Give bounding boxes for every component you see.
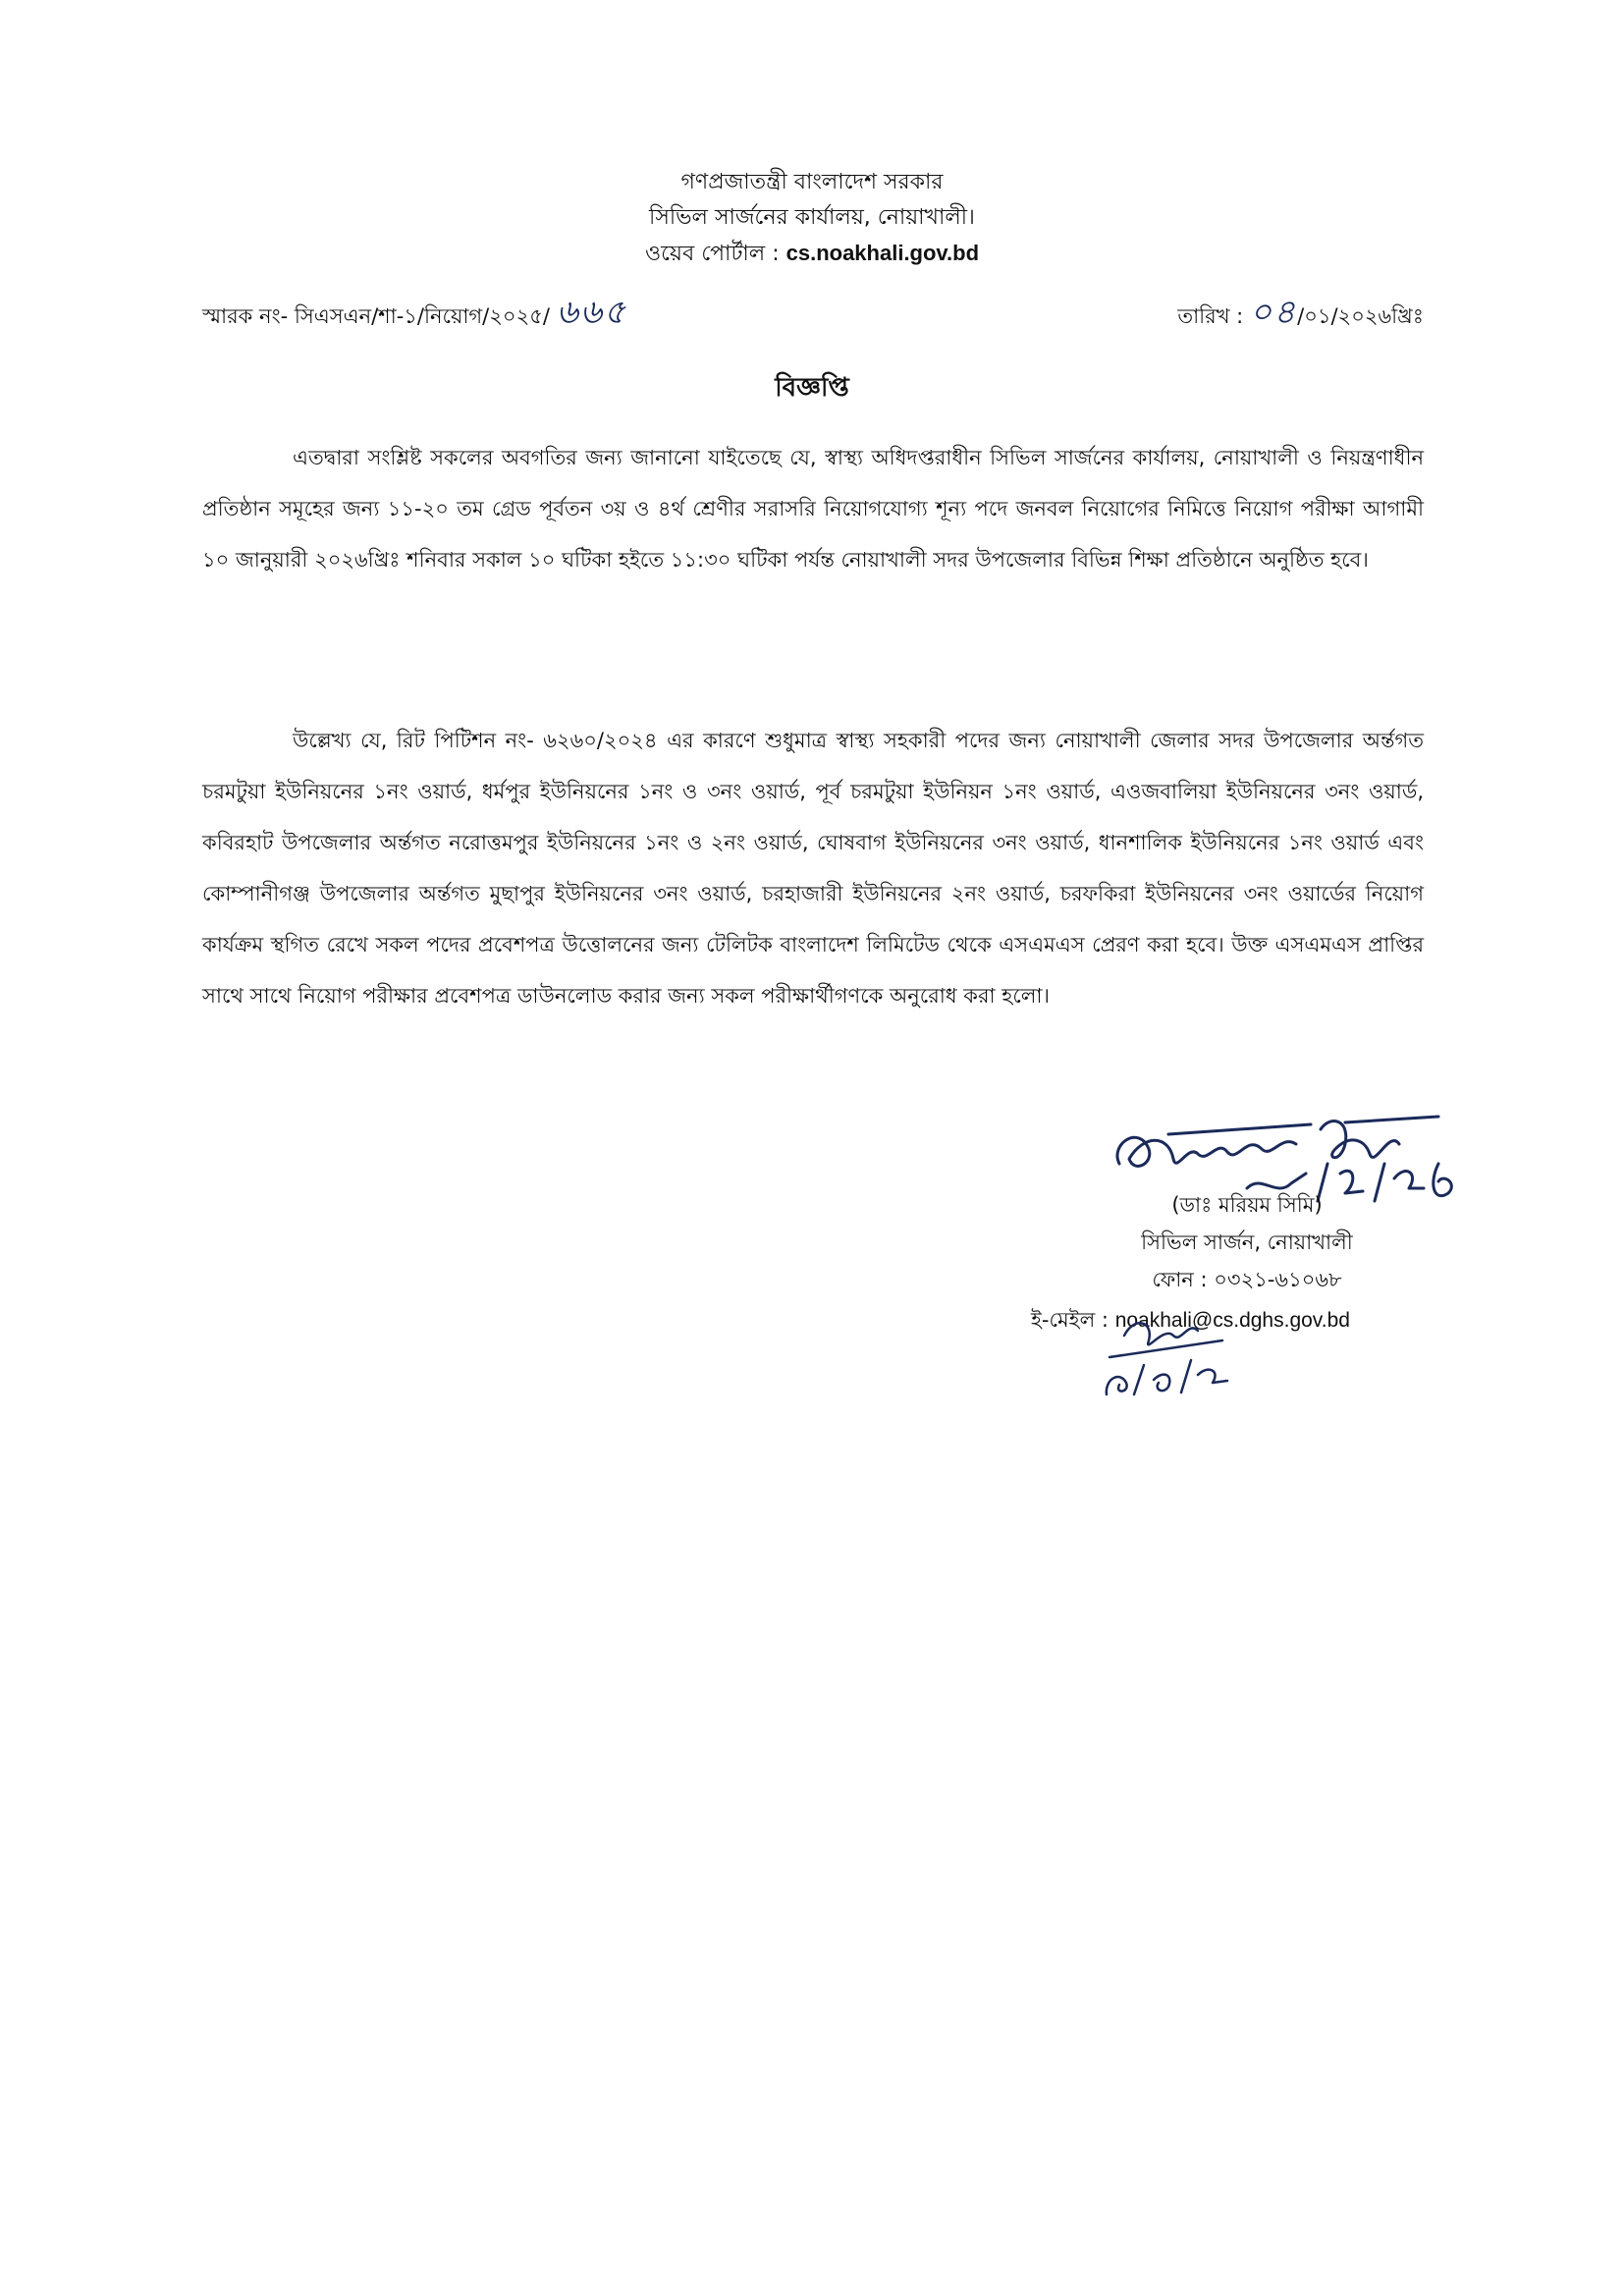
web-portal-line	[0, 236, 1624, 272]
notice-title: বিজ্ঞপ্তি	[775, 373, 849, 403]
signatory-phone: ফোন : ০৩২১-৬১০৬৮	[1152, 1268, 1342, 1291]
web-portal-url: cs.noakhali.gov.bd	[785, 241, 980, 265]
signatory-block	[1041, 1186, 1453, 1298]
memo-date-label: তারিখ :	[1177, 304, 1244, 328]
signatory-name: (ডাঃ মরিয়ম সিমি)	[1171, 1193, 1323, 1217]
handwritten-initials-date	[1095, 1296, 1242, 1404]
memo-date-rest: /০১/২০২৬খ্রিঃ	[1297, 304, 1424, 328]
email-address: noakhali@cs.dghs.gov.bd	[1114, 1309, 1350, 1332]
notice-paragraph-1: এতদ্বারা সংশ্লিষ্ট সকলের অবগতির জন্য জানানো যাইতেছে যে, স্বাস্থ্য অধিদপ্তরাধীন সিভিল সার্জনের কার্যালয়, নোয়াখালী ও নিয়ন্ত্রণাধীন প্রতিষ্ঠান সমূহের জন্য ১১-২০ তম গ্রেড পূর্বতন ৩য় ও ৪র্থ শ্রেণীর সরাসরি নিয়োগযোগ্য শূন্য পদে জনবল নিয়োগের নিমিত্তে নিয়োগ পরীক্ষা আগামী ১০ জানুয়ারী ২০২৬খ্রিঃ শনিবার সকাল ১০ ঘটিকা হইতে ১১:৩০ ঘটিকা পর্যন্ত নোয়াখালী সদর উপজেলার বিভিন্ন শিক্ষা প্রতিষ্ঠানে অনুষ্ঠিত হবে।	[202, 446, 1424, 572]
email-label: ই-মেইল :	[1031, 1308, 1115, 1332]
office-name: সিভিল সার্জনের কার্যালয়, নোয়াখালী।	[649, 205, 975, 230]
memo-number-label: স্মারক নং- সিএসএন/শা-১/নিয়োগ/২০২৫/	[202, 304, 550, 328]
web-portal-label: ওয়েব পোর্টাল :	[644, 242, 786, 266]
signatory-designation: সিভিল সার্জন, নোয়াখালী	[1141, 1230, 1353, 1254]
memo-number-handwritten: ৬৬৫	[556, 293, 627, 332]
letterhead	[0, 165, 1624, 272]
government-name: গণপ্রজাতন্ত্রী বাংলাদেশ সরকার	[680, 170, 944, 194]
memo-number	[202, 293, 627, 336]
memo-date-day-handwritten: ০৪	[1249, 293, 1298, 332]
notice-paragraph-2: উল্লেখ্য যে, রিট পিটিশন নং- ৬২৬০/২০২৪ এর কারণে শুধুমাত্র স্বাস্থ্য সহকারী পদের জন্য নোয়াখালী জেলার সদর উপজেলার অর্ন্তগত চরমটুয়া ইউনিয়নের ১নং ওয়ার্ড, ধর্মপুর ইউনিয়নের ১নং ও ৩নং ওয়ার্ড, পূর্ব চরমটুয়া ইউনিয়ন ১নং ওয়ার্ড, এওজবালিয়া ইউনিয়নের ৩নং ওয়ার্ড, কবিরহাট উপজেলার অর্ন্তগত নরোত্তমপুর ইউনিয়নের ১নং ও ২নং ওয়ার্ড, ঘোষবাগ ইউনিয়নের ৩নং ওয়ার্ড, ধানশালিক ইউনিয়নের ১নং ওয়ার্ড এবং কোম্পানীগঞ্জ উপজেলার অর্ন্তগত মুছাপুর ইউনিয়নের ৩নং ওয়ার্ড, চরহাজারী ইউনিয়নের ২নং ওয়ার্ড, চরফকিরা ইউনিয়নের ৩নং ওয়ার্ডের নিয়োগ কার্যক্রম স্থগিত রেখে সকল পদের প্রবেশপত্র উত্তোলনের জন্য টেলিটক বাংলাদেশ লিমিটেড থেকে এসএমএস প্রেরণ করা হবে। উক্ত এসএমএস প্রাপ্তির সাথে সাথে নিয়োগ পরীক্ষার প্রবেশপত্র ডাউনলোড করার জন্য সকল পরীক্ষার্থীগণকে অনুরোধ করা হলো।	[202, 729, 1424, 1008]
memo-date	[1177, 293, 1424, 336]
